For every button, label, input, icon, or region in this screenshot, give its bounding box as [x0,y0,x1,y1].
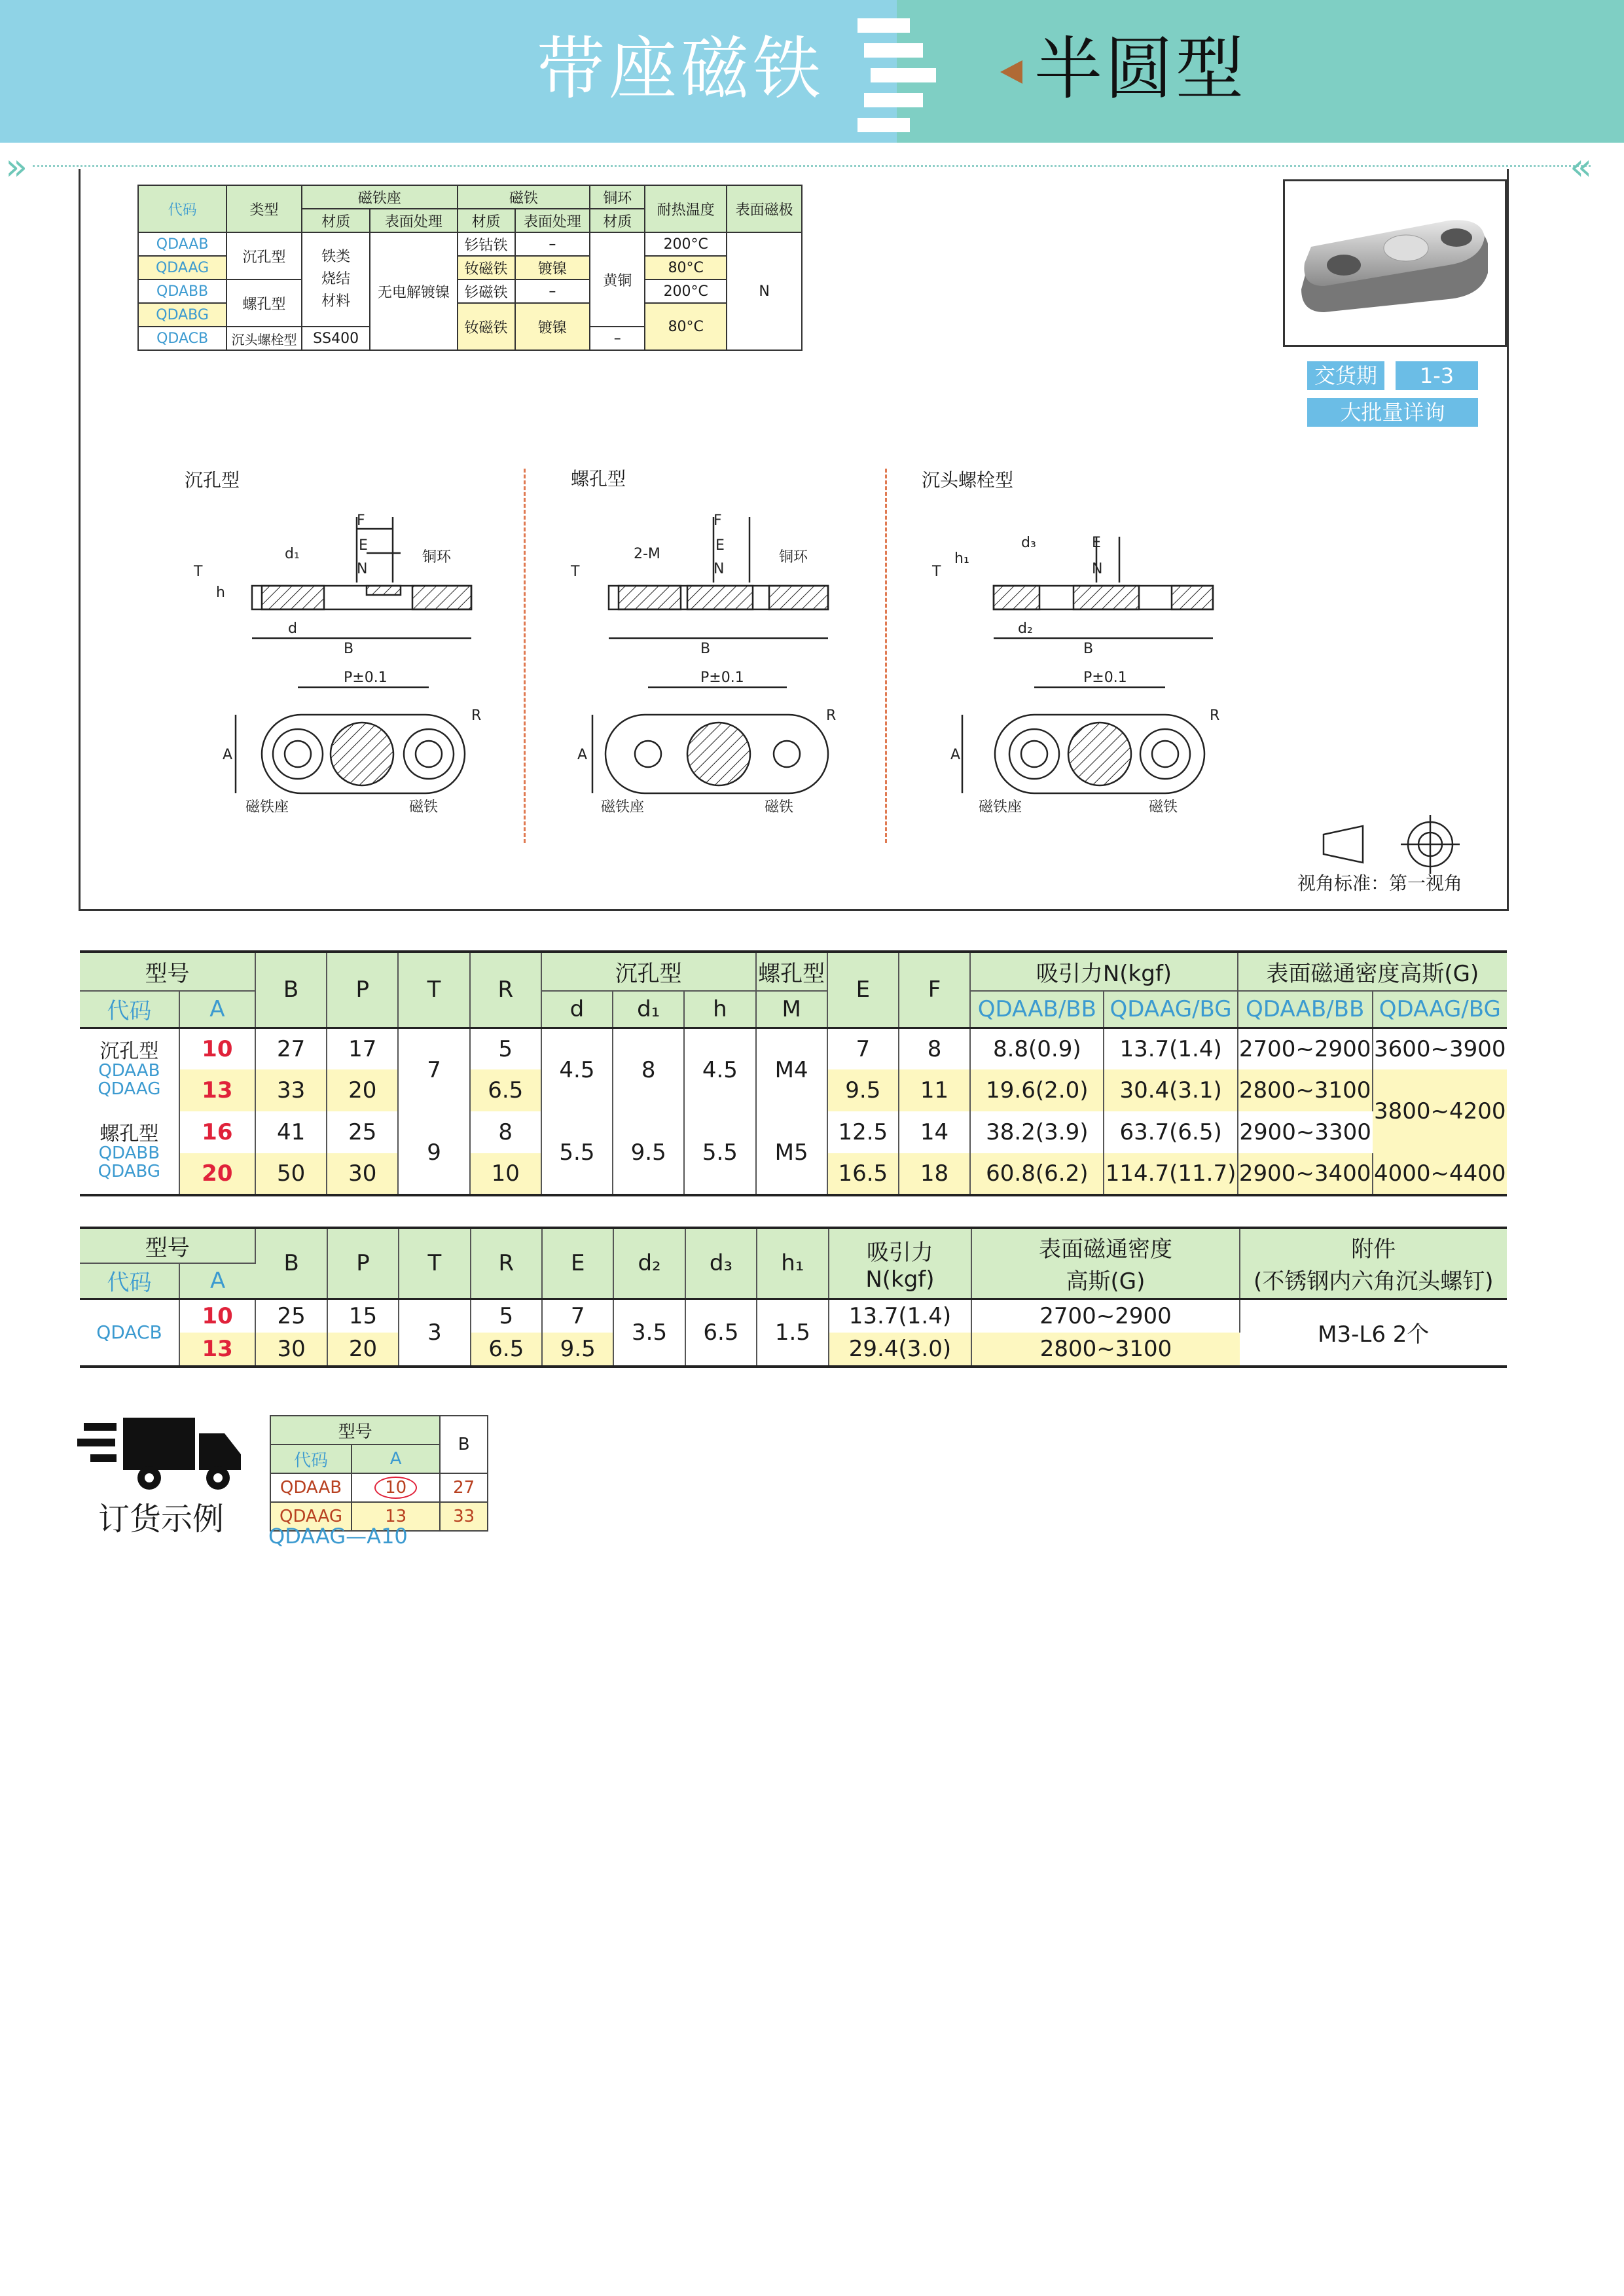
t1-h-P: P [327,952,398,1028]
spec-h-magnet: 磁铁 [458,185,590,209]
spec-h-pole: 表面磁极 [727,185,802,232]
spec-seat-material: 铁类 烧结 材料 [302,232,370,327]
bulk-inquiry: 大批量详询 [1307,398,1478,427]
t2-h-h1: h₁ [757,1228,828,1299]
t1-P: 17 [327,1028,398,1069]
page-subtitle: 半圆型 [1034,29,1247,109]
spec-heat: 200°C [645,279,727,303]
dim-label: 铜环 [422,549,452,565]
delivery-days: 1-3 [1396,361,1478,390]
spec-h-ring: 铜环 [590,185,645,209]
t1-f2: 63.7(6.5) [1104,1111,1237,1153]
dim-label: R [471,708,482,724]
dim-label: 磁铁座 [979,799,1022,816]
spec-heat: 80°C [645,303,727,350]
ord-h-model: 型号 [270,1416,440,1444]
spec-code: QDACB [138,327,226,350]
ord-A: 13 [352,1502,440,1531]
dim-label: P±0.1 [700,670,744,686]
t1-h-B: B [255,952,327,1028]
spec-mag-surf: 镀镍 [515,256,590,279]
ord-h-A: A [352,1444,440,1473]
spec-type-bolt: 沉头螺栓型 [226,327,302,350]
t1-F: 18 [899,1153,970,1195]
t2-code: QDACB [80,1299,179,1367]
dimension-table-2 [80,1227,1507,1368]
ord-B: 33 [440,1502,488,1531]
dim-label: 磁铁座 [601,799,645,816]
t1-T: 9 [398,1111,469,1195]
t1-M: M4 [756,1028,827,1111]
t2-R: 5 [471,1299,542,1333]
ord-code: QDAAG [270,1502,352,1531]
t1-B: 41 [255,1111,327,1153]
t1-g2: 3600~3900 [1374,1035,1506,1062]
t1-h-A: A [179,991,255,1028]
t2-h-T: T [399,1228,470,1299]
t1-P: 20 [327,1069,398,1111]
t1-h-T: T [398,952,469,1028]
dim-label: N [713,561,725,577]
spec-code: QDAAG [138,256,226,279]
spec-mag-mat: 钕磁铁 [458,256,515,279]
t2-h-P: P [327,1228,399,1299]
t2-h-force: 吸引力 N(kgf) [829,1228,972,1299]
t1-h-d: d [541,991,613,1028]
dim-label: d₂ [1018,620,1033,637]
dim-label: B [344,641,354,657]
t1-f2: 30.4(3.1) [1104,1069,1237,1111]
spec-h-mag-surf: 表面处理 [515,209,590,232]
t1-g1: 2700~2900 [1238,1028,1373,1069]
t1-P: 25 [327,1111,398,1153]
spec-mag-surf: – [515,232,590,256]
t1-E: 7 [827,1028,899,1069]
t1-h-force: 吸引力N(kgf) [970,952,1238,991]
view-label-screw: 螺孔型 [571,468,626,490]
spec-seat-ss: SS400 [302,327,370,350]
dim-label: 磁铁 [409,799,439,816]
t1-R: 8 [470,1111,541,1153]
spec-h-code: 代码 [138,185,226,232]
t2-E: 9.5 [542,1333,613,1367]
dim-label: B [1083,641,1094,657]
t2-h-d2: d₂ [613,1228,685,1299]
t2-A: 10 [179,1299,255,1333]
ord-B: 27 [440,1473,488,1502]
dim-label: E [359,537,368,554]
t2-E: 7 [542,1299,613,1333]
t1-h: 4.5 [684,1028,755,1111]
dim-label: T [571,564,580,580]
spec-type-screw: 螺孔型 [226,279,302,327]
dim-label: d₁ [285,546,300,562]
dim-label: 磁铁座 [245,799,289,816]
t1-A: 10 [179,1028,255,1069]
t2-density: 2700~2900 [971,1299,1239,1333]
dim-label: 磁铁 [765,799,794,816]
t1-B: 27 [255,1028,327,1069]
spec-heat: 80°C [645,256,727,279]
technical-drawings [0,0,1624,916]
dim-label: A [950,747,961,763]
t1-g1: 2900~3400 [1238,1153,1373,1195]
spec-code: QDABB [138,279,226,303]
t1-f1: 60.8(6.2) [970,1153,1104,1195]
spec-heat: 200°C [645,232,727,256]
t1-R: 10 [470,1153,541,1195]
t1-h-h: h [684,991,755,1028]
t1-f2: 13.7(1.4) [1104,1028,1237,1069]
dim-label: 2-M [634,546,660,562]
view-label-sink: 沉孔型 [185,469,240,491]
spec-mag-surf: – [515,279,590,303]
spec-mag-mat: 钕磁铁 [458,303,515,350]
order-example-table [270,1415,488,1532]
t1-h-M: M [756,991,827,1028]
t2-h-d3: d₃ [685,1228,757,1299]
t1-g1: 2800~3100 [1238,1069,1373,1111]
dim-label: d₃ [1021,535,1036,551]
dim-label: P±0.1 [344,670,388,686]
dim-label: R [826,708,837,724]
spec-code: QDAAB [138,232,226,256]
t2-h-B: B [255,1228,327,1299]
t1-h-screw: 螺孔型 [756,952,827,991]
t1-d: 4.5 [541,1028,613,1111]
ord-code: QDAAB [270,1473,352,1502]
t2-h-E: E [542,1228,613,1299]
dim-label: 磁铁 [1149,799,1178,816]
t1-h: 5.5 [684,1111,755,1195]
t1-h-sink: 沉孔型 [541,952,756,991]
spec-h-heat: 耐热温度 [645,185,727,232]
t1-F: 11 [899,1069,970,1111]
t2-h-density: 表面磁通密度 高斯(G) [971,1228,1239,1299]
spec-mag-surf: 镀镍 [515,303,590,350]
t1-F: 8 [899,1028,970,1069]
dim-label: T [194,564,203,580]
t1-F: 14 [899,1111,970,1153]
t2-h-R: R [471,1228,542,1299]
spec-type-sink: 沉孔型 [226,232,302,279]
view-standard: 视角标准：第一视角 [1297,872,1463,894]
t2-h1: 1.5 [757,1299,828,1367]
t1-h-density-bg: QDAAG/BG [1373,991,1507,1028]
truck-icon [77,1414,241,1499]
dim-label: h [216,584,225,601]
t1-E: 16.5 [827,1153,899,1195]
dim-label: N [357,561,368,577]
spec-code: QDABG [138,303,226,327]
view-label-bolt: 沉头螺栓型 [922,469,1014,491]
t1-A: 20 [179,1153,255,1195]
t2-B: 30 [255,1333,327,1367]
t1-h-model: 型号 [80,952,255,991]
t1-h-F: F [899,952,970,1028]
spec-ring-mat: 黄铜 [590,232,645,327]
t2-P: 20 [327,1333,399,1367]
dim-label: B [700,641,711,657]
dim-label: F [357,512,365,529]
t1-f1: 38.2(3.9) [970,1111,1104,1153]
t2-h-code: 代码 [80,1263,179,1299]
spec-h-type: 类型 [226,185,302,232]
t2-d3: 6.5 [685,1299,757,1367]
dim-label: A [577,747,588,763]
t1-P: 30 [327,1153,398,1195]
spec-seat-surface: 无电解镀镍 [370,232,457,350]
t1-type-screw: 螺孔型 QDABB QDABG [80,1111,179,1195]
order-example-label: 订货示例 [98,1501,225,1537]
chevron-left-icon: « [1570,146,1593,188]
t1-B: 50 [255,1153,327,1195]
t1-h-force-bg: QDAAG/BG [1104,991,1237,1028]
delivery-label: 交货期 [1307,361,1384,390]
t1-g2: 3800~4200 [1373,1069,1507,1153]
t1-B: 33 [255,1069,327,1111]
dim-label: E [715,537,725,554]
spec-h-ring-mat: 材质 [590,209,645,232]
t1-f1: 8.8(0.9) [970,1028,1104,1069]
t2-h-model: 型号 [80,1228,255,1263]
t2-d2: 3.5 [613,1299,685,1367]
order-example-code: QDAAG—A10 [268,1524,408,1549]
t2-h-A: A [179,1263,255,1299]
t1-E: 12.5 [827,1111,899,1153]
dimension-table-1 [80,950,1507,1196]
chevron-right-icon: » [5,146,28,188]
spec-mag-mat: 钐磁铁 [458,279,515,303]
t2-P: 15 [327,1299,399,1333]
t1-R: 5 [470,1028,541,1069]
t1-h-d1: d₁ [613,991,684,1028]
dim-label: R [1210,708,1220,724]
first-angle-icon [1324,826,1363,863]
dim-label: d [288,620,297,637]
ord-A: 10 [352,1473,440,1502]
dim-label: T [932,564,941,580]
t1-M: M5 [756,1111,827,1195]
t2-force: 13.7(1.4) [829,1299,972,1333]
dim-label: E [1092,535,1101,551]
t1-A: 16 [179,1111,255,1153]
ord-h-code: 代码 [270,1444,352,1473]
dim-label: N [1092,561,1103,577]
ord-h-B: B [440,1416,488,1473]
t1-d1: 9.5 [613,1111,684,1195]
dim-label: F [713,512,722,529]
t2-h-acc: 附件 (不锈钢内六角沉头螺钉) [1240,1228,1507,1299]
spec-h-seat-surf: 表面处理 [370,209,457,232]
t1-h-force-bb: QDAAB/BB [970,991,1104,1028]
t1-T: 7 [398,1028,469,1111]
spec-mag-mat: 钐钴铁 [458,232,515,256]
t1-type-sink: 沉孔型 QDAAB QDAAG [80,1028,179,1111]
t1-g1: 2900~3300 [1239,1119,1371,1145]
t2-acc: M3-L6 2个 [1318,1321,1430,1348]
t2-T: 3 [399,1299,470,1367]
dim-label: A [223,747,233,763]
t1-h-density: 表面磁通密度高斯(G) [1238,952,1507,991]
t1-R: 6.5 [470,1069,541,1111]
dim-label: 铜环 [779,549,808,565]
spec-h-seat: 磁铁座 [302,185,458,209]
dim-label: P±0.1 [1083,670,1127,686]
t1-d: 5.5 [541,1111,613,1195]
t1-E: 9.5 [827,1069,899,1111]
t1-g2: 4000~4400 [1373,1153,1507,1195]
t2-A: 13 [179,1333,255,1367]
page-title: 带座磁铁 [537,29,825,109]
dim-label: h₁ [954,550,969,567]
t2-density: 2800~3100 [971,1333,1239,1367]
t1-h-E: E [827,952,899,1028]
t1-h-code: 代码 [80,991,179,1028]
t2-B: 25 [255,1299,327,1333]
spec-ring-dash: – [590,327,645,350]
spec-h-mag-mat: 材质 [458,209,515,232]
t1-h-density-bb: QDAAB/BB [1238,991,1373,1028]
t2-R: 6.5 [471,1333,542,1367]
t2-force: 29.4(3.0) [829,1333,972,1367]
t1-h-R: R [470,952,541,1028]
t1-d1: 8 [613,1028,684,1111]
t1-A: 13 [179,1069,255,1111]
spec-pole: N [727,232,802,350]
t1-f1: 19.6(2.0) [970,1069,1104,1111]
t1-f2: 114.7(11.7) [1104,1153,1237,1195]
spec-h-seat-mat: 材质 [302,209,370,232]
